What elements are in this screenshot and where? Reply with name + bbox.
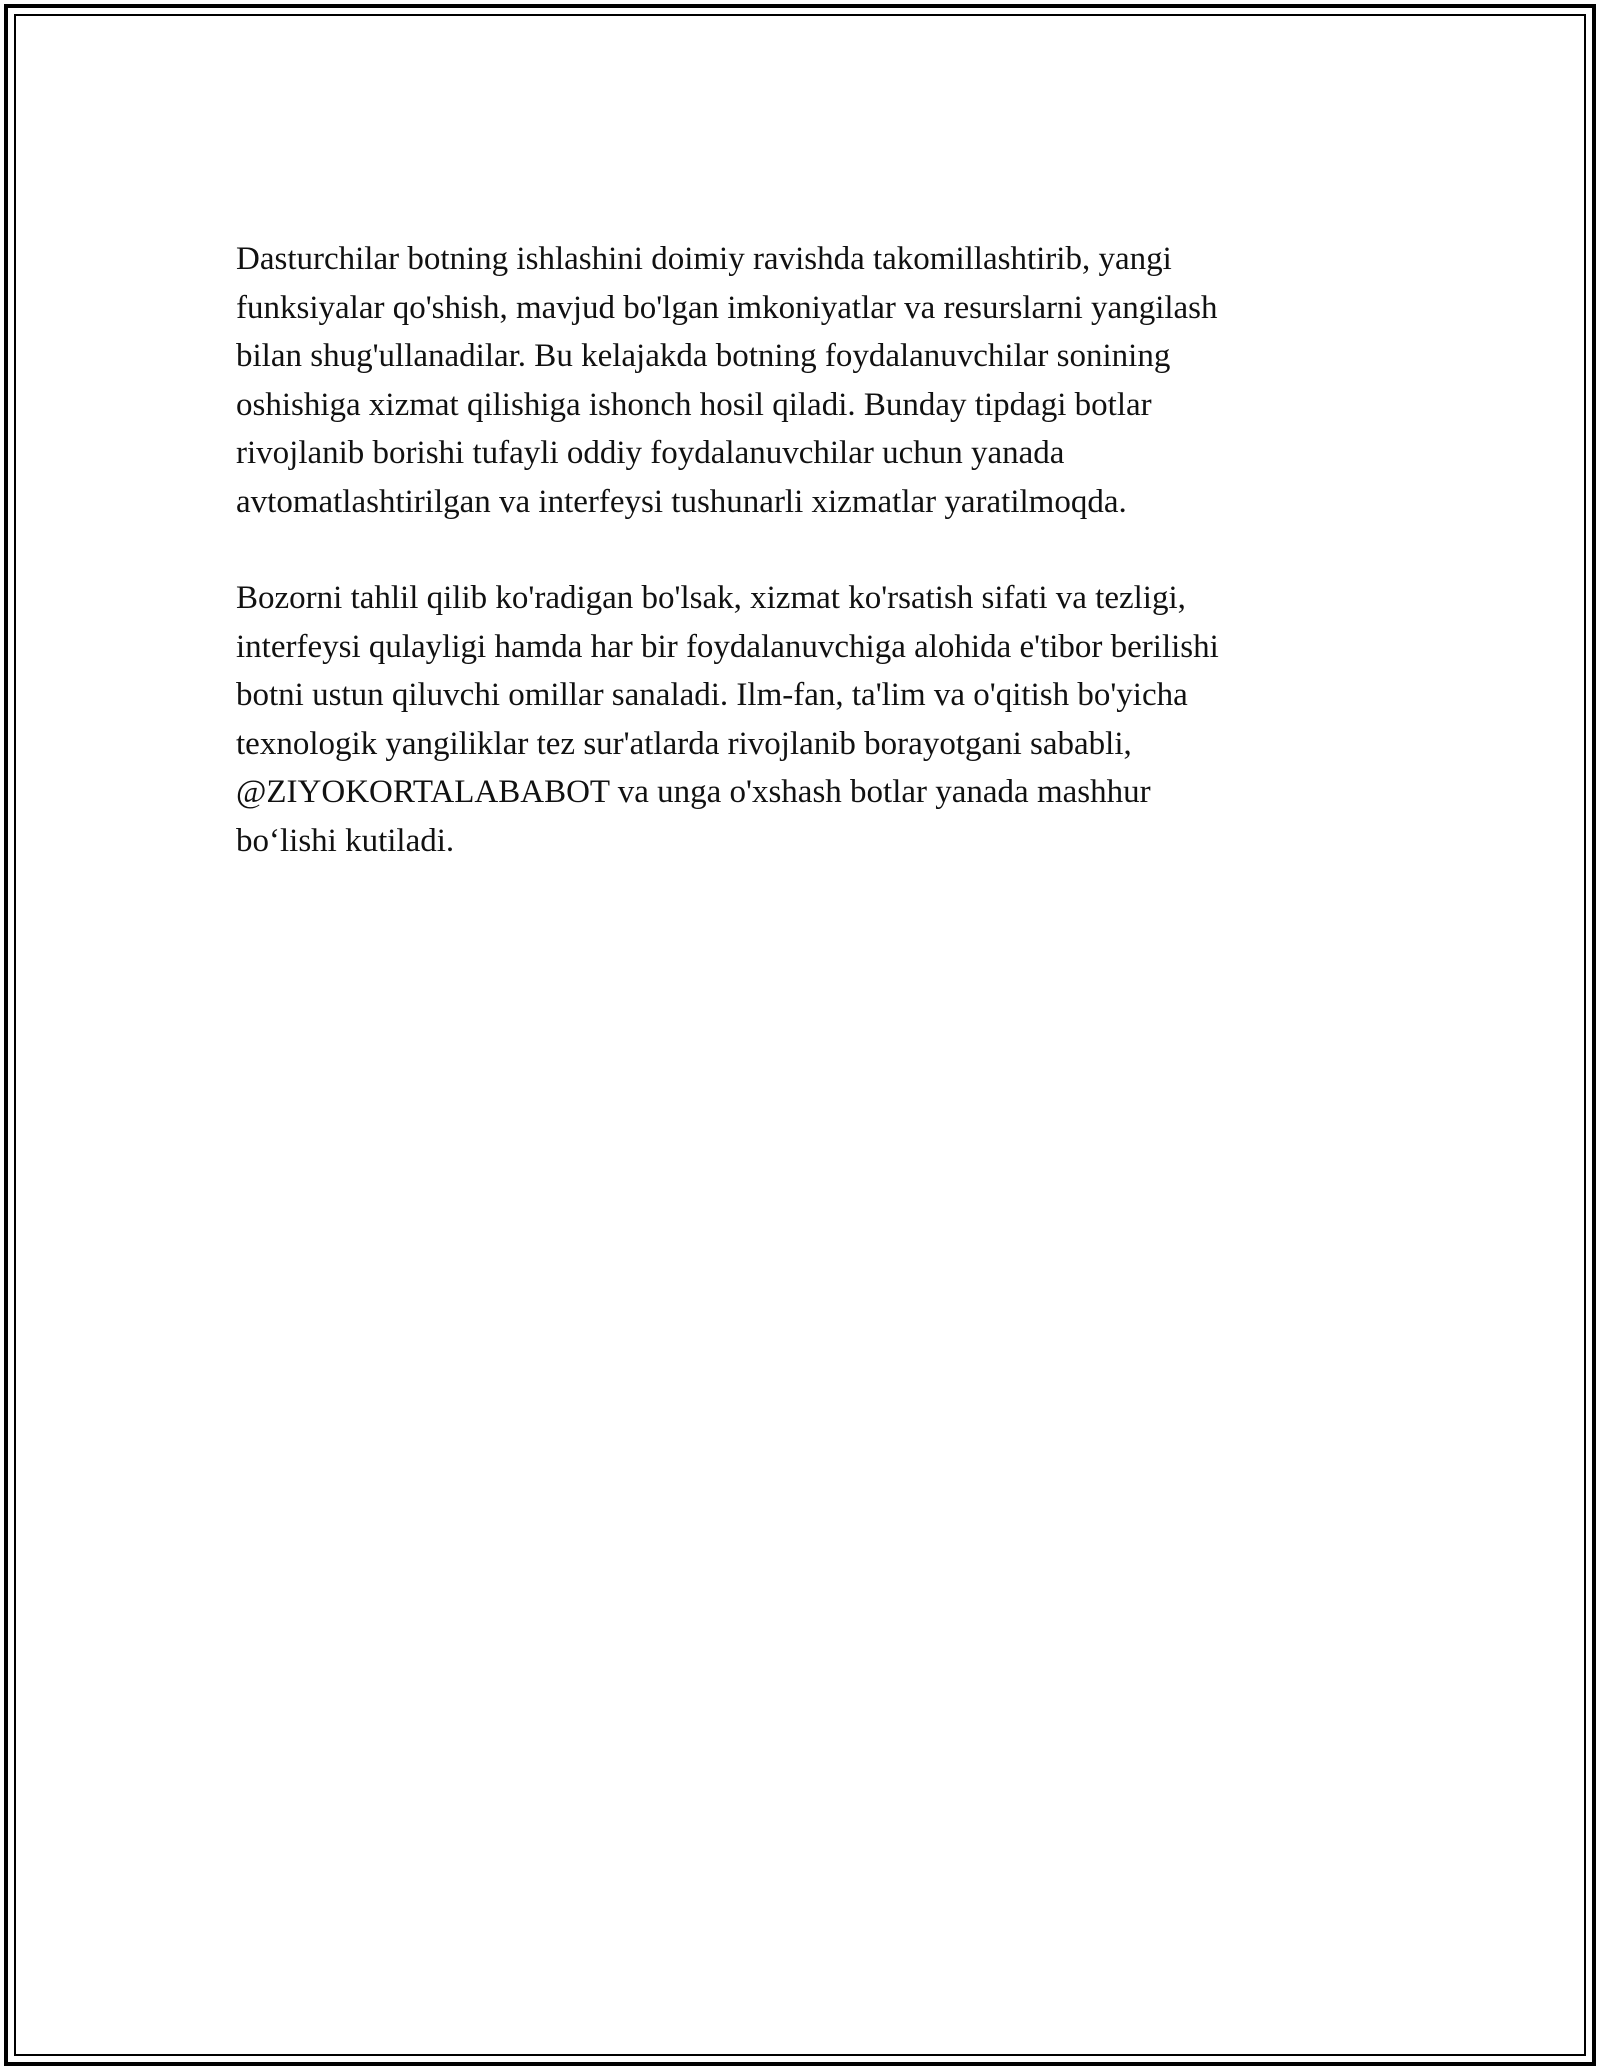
paragraph-line: rivojlanib borishi tufayli oddiy foydalanuvchilar uchun yanada [236, 435, 1065, 471]
paragraph-2 [236, 574, 1376, 865]
paragraph-line: avtomatlashtirilgan va interfeysi tushunarli xizmatlar yaratilmoqda. [236, 483, 1127, 520]
paragraph-line: bilan shug'ullanadilar. Bu kelajakda botning foydalanuvchilar sonining [236, 338, 1171, 374]
paragraph-line: texnologik yangiliklar tez sur'atlarda rivojlanib borayotgani sababli, [236, 725, 1132, 762]
document-body [236, 235, 1376, 865]
paragraph-line: oshishiga xizmat qilishiga ishonch hosil qiladi. Bunday tipdagi botlar [236, 386, 1152, 423]
paragraph-line: Dasturchilar botning ishlashini doimiy ravishda takomillashtirib, yangi [236, 241, 1172, 277]
paragraph-line: @ZIYOKORTALABABOT va unga o'xshash botlar yanada mashhur [236, 774, 1151, 810]
paragraph-line: interfeysi qulayligi hamda har bir foydalanuvchiga alohida e'tibor berilishi [236, 628, 1219, 665]
paragraph-line: botni ustun qiluvchi omillar sanaladi. Ilm-fan, ta'lim va o'qitish bo'yicha [236, 677, 1188, 713]
paragraph-line: Bozorni tahlil qilib ko'radigan bo'lsak, xizmat ko'rsatish sifati va tezligi, [236, 580, 1186, 616]
paragraph-line: bo‘lishi kutiladi. [236, 822, 455, 859]
paragraph-1 [236, 235, 1376, 526]
paragraph-line: funksiyalar qo'shish, mavjud bo'lgan imkoniyatlar va resurslarni yangilash [236, 289, 1218, 326]
